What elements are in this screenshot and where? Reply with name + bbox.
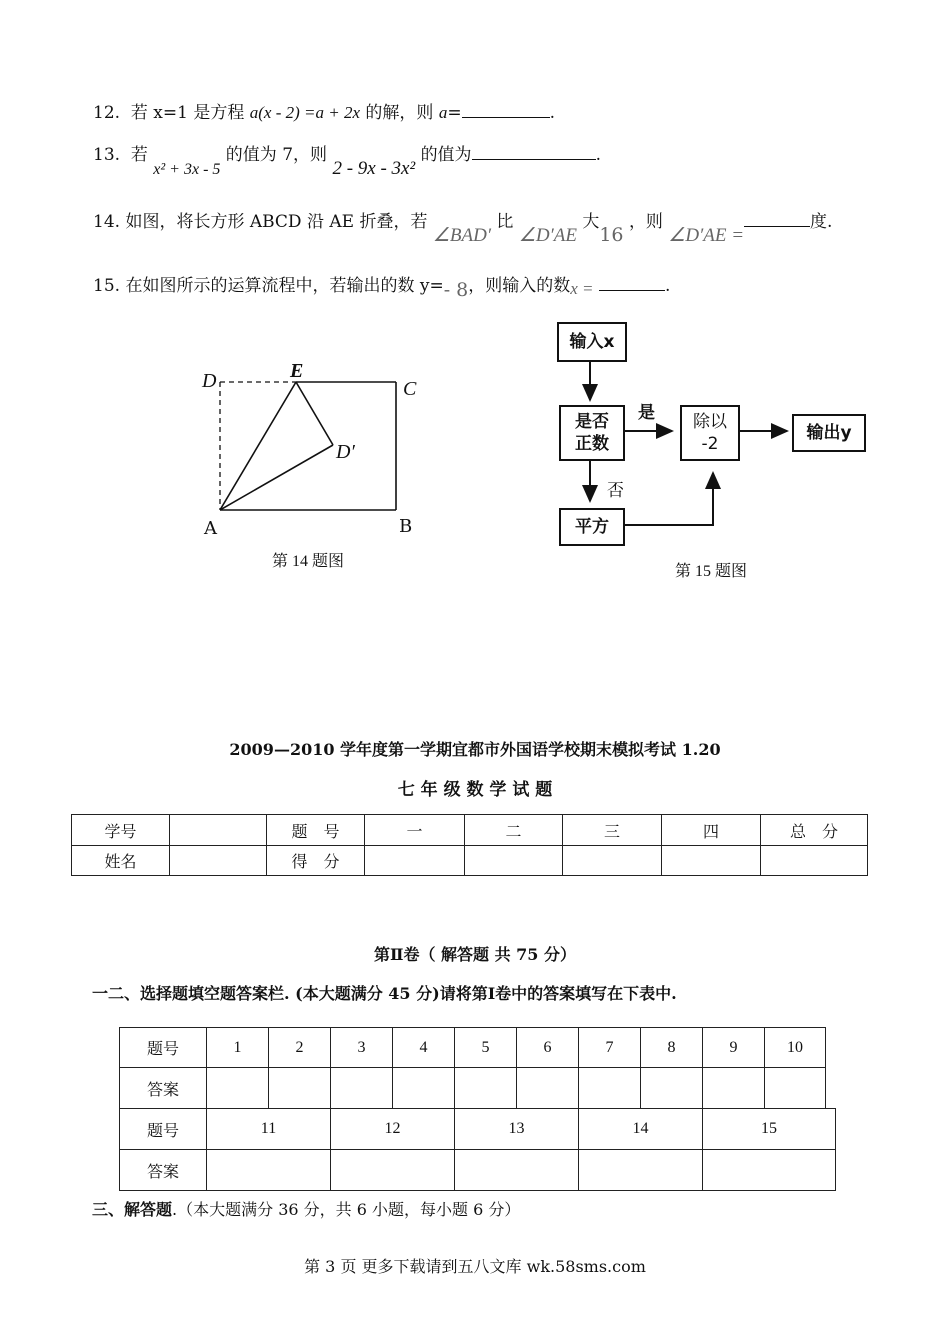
- cell-score-3[interactable]: [563, 846, 662, 876]
- folded-edge-ed: [296, 382, 333, 445]
- answer-label-no: 题号: [120, 1028, 207, 1068]
- answer-table-top: [119, 1027, 826, 1109]
- q14-angle-dae: ∠D′AE: [518, 225, 577, 246]
- q13-expr1: x² + 3x - 5: [153, 161, 221, 178]
- answer-num: 2: [269, 1028, 331, 1068]
- question-14: [93, 207, 833, 246]
- answer-num: 9: [703, 1028, 765, 1068]
- cell-part-1: 一: [365, 815, 465, 846]
- q15-text-a: 15. 在如图所示的运算流程中，若输出的数 y=: [93, 276, 444, 296]
- q12-answer-blank[interactable]: [462, 103, 550, 118]
- label-e: E: [290, 360, 304, 382]
- question-15: [93, 271, 671, 301]
- answer-cell[interactable]: [703, 1150, 836, 1191]
- figure-15-caption: 第 15 题图: [675, 563, 748, 580]
- section3-heading: [92, 1197, 520, 1220]
- section3-rest: .（本大题满分 36 分，共 6 小题，每小题 6 分）: [172, 1200, 521, 1219]
- flow-no-label: 否: [607, 481, 624, 501]
- cell-student-id-label: 学号: [72, 815, 170, 846]
- score-row-header: [72, 815, 868, 846]
- score-table: [71, 814, 868, 876]
- answer-cell[interactable]: [455, 1068, 517, 1109]
- answer-cell[interactable]: [269, 1068, 331, 1109]
- q14-angle-dae-result: ∠D′AE =: [668, 225, 745, 246]
- answer-num: 15: [703, 1109, 836, 1150]
- folded-edge-ad: [220, 445, 333, 510]
- flow-square-box: 平方: [559, 508, 625, 546]
- label-c: C: [403, 378, 417, 400]
- arrow-square-to-divide: [625, 473, 713, 525]
- answer-num: 11: [207, 1109, 331, 1150]
- fold-line-ae: [220, 382, 296, 510]
- q13-expr2: 2 - 9x - 3x²: [332, 158, 416, 179]
- answer-table-bottom: [119, 1108, 836, 1191]
- answer-cell[interactable]: [207, 1068, 269, 1109]
- cell-score-total[interactable]: [761, 846, 868, 876]
- q13-text-b: 的值为 7，则: [225, 145, 328, 165]
- label-b: B: [399, 516, 413, 537]
- page-footer: 第 3 页 更多下载请到五八文库 wk.58sms.com: [304, 1257, 646, 1276]
- answer-cell[interactable]: [579, 1150, 703, 1191]
- answer-num: 14: [579, 1109, 703, 1150]
- q14-end: 度.: [810, 212, 833, 232]
- answer-row-answers-1: [120, 1068, 826, 1109]
- cell-score-2[interactable]: [465, 846, 563, 876]
- question-13: [93, 140, 601, 179]
- cell-total-label: 总 分: [761, 815, 868, 846]
- cell-score-label: 得 分: [267, 846, 365, 876]
- label-d: D: [202, 370, 217, 392]
- cell-name-input[interactable]: [170, 846, 267, 876]
- q14-text-d: ，则: [628, 212, 663, 232]
- cell-question-no-label: 题 号: [267, 815, 365, 846]
- cell-score-4[interactable]: [662, 846, 761, 876]
- q14-sixteen: 16: [599, 224, 624, 246]
- cell-score-1[interactable]: [365, 846, 465, 876]
- cell-student-id-input[interactable]: [170, 815, 267, 846]
- answer-label-ans: 答案: [120, 1068, 207, 1109]
- answer-row-answers-2: [120, 1150, 836, 1191]
- answer-num: 4: [393, 1028, 455, 1068]
- q12-end: .: [549, 103, 555, 123]
- cell-part-2: 二: [465, 815, 563, 846]
- label-d-prime: D′: [336, 441, 355, 463]
- answer-num: 8: [641, 1028, 703, 1068]
- part2-title: 第Ⅱ卷（ 解答题 共 75 分）: [373, 945, 577, 964]
- q14-text-a: 14. 如图，将长方形 ABCD 沿 AE 折叠，若: [93, 212, 428, 232]
- answer-cell[interactable]: [331, 1150, 455, 1191]
- answer-num: 12: [331, 1109, 455, 1150]
- part2-section1: 一二、选择题填空题答案栏. (本大题满分 45 分)请将第Ⅰ卷中的答案填写在下表中.: [92, 984, 677, 1003]
- q12-equation: a(x - 2) =a + 2x: [249, 103, 361, 122]
- answer-cell[interactable]: [331, 1068, 393, 1109]
- answer-num: 13: [455, 1109, 579, 1150]
- answer-num: 10: [765, 1028, 826, 1068]
- answer-row-numbers-1: [120, 1028, 826, 1068]
- exam-subtitle: 七 年 级 数 学 试 题: [397, 780, 553, 800]
- q14-angle-bad: ∠BAD′: [432, 225, 491, 246]
- answer-cell[interactable]: [765, 1068, 826, 1109]
- answer-cell[interactable]: [579, 1068, 641, 1109]
- flow-divide-box: [680, 405, 740, 461]
- label-a: A: [204, 518, 217, 539]
- q12-var: a: [438, 103, 448, 122]
- answer-num: 7: [579, 1028, 641, 1068]
- flow-input-box: 输入x: [557, 322, 627, 362]
- question-12: [93, 98, 555, 123]
- cell-part-4: 四: [662, 815, 761, 846]
- score-row-values: [72, 846, 868, 876]
- flow-check-positive-box: [559, 405, 625, 461]
- answer-num: 1: [207, 1028, 269, 1068]
- q13-end: .: [595, 145, 601, 165]
- answer-cell[interactable]: [393, 1068, 455, 1109]
- figure-14-caption: 第 14 题图: [272, 553, 345, 570]
- answer-cell[interactable]: [207, 1150, 331, 1191]
- q15-text-b: ，则输入的数: [468, 276, 571, 296]
- cell-part-3: 三: [563, 815, 662, 846]
- answer-label-ans: 答案: [120, 1150, 207, 1191]
- flow-divide-label: 除以 -2: [693, 412, 727, 454]
- answer-num: 3: [331, 1028, 393, 1068]
- q15-end: .: [664, 276, 671, 296]
- answer-num: 5: [455, 1028, 517, 1068]
- q13-text-a: 若: [130, 145, 148, 165]
- q12-text-b: 的解，则: [365, 103, 434, 123]
- answer-cell[interactable]: [641, 1068, 703, 1109]
- cell-name-label: 姓名: [72, 846, 170, 876]
- q14-text-c: 大: [582, 212, 600, 232]
- q13-text-c: 的值为: [420, 145, 472, 165]
- answer-row-numbers-2: [120, 1109, 836, 1150]
- answer-cell[interactable]: [517, 1068, 579, 1109]
- q15-answer-blank[interactable]: [599, 276, 665, 291]
- flow-yes-label: 是: [638, 403, 655, 423]
- q13-number: 13.: [93, 145, 121, 165]
- q13-answer-blank[interactable]: [472, 145, 596, 160]
- q12-text-a: 若 x=1 是方程: [130, 103, 245, 123]
- answer-label-no: 题号: [120, 1109, 207, 1150]
- q15-var: x =: [570, 279, 594, 298]
- q12-eq2: =: [447, 103, 462, 123]
- q12-number: 12.: [93, 103, 121, 123]
- section3-head: 三、解答题: [92, 1200, 173, 1219]
- flow-output-box: 输出y: [792, 414, 866, 452]
- q14-text-b: 比: [496, 212, 514, 232]
- q14-answer-blank[interactable]: [744, 212, 810, 227]
- flow-check-label: 是否 正数: [575, 412, 609, 454]
- exam-title: 2009—2010 学年度第一学期宜都市外国语学校期末模拟考试 1.20: [229, 740, 721, 759]
- answer-cell[interactable]: [455, 1150, 579, 1191]
- q15-value: - 8: [443, 279, 469, 301]
- answer-num: 6: [517, 1028, 579, 1068]
- answer-cell[interactable]: [703, 1068, 765, 1109]
